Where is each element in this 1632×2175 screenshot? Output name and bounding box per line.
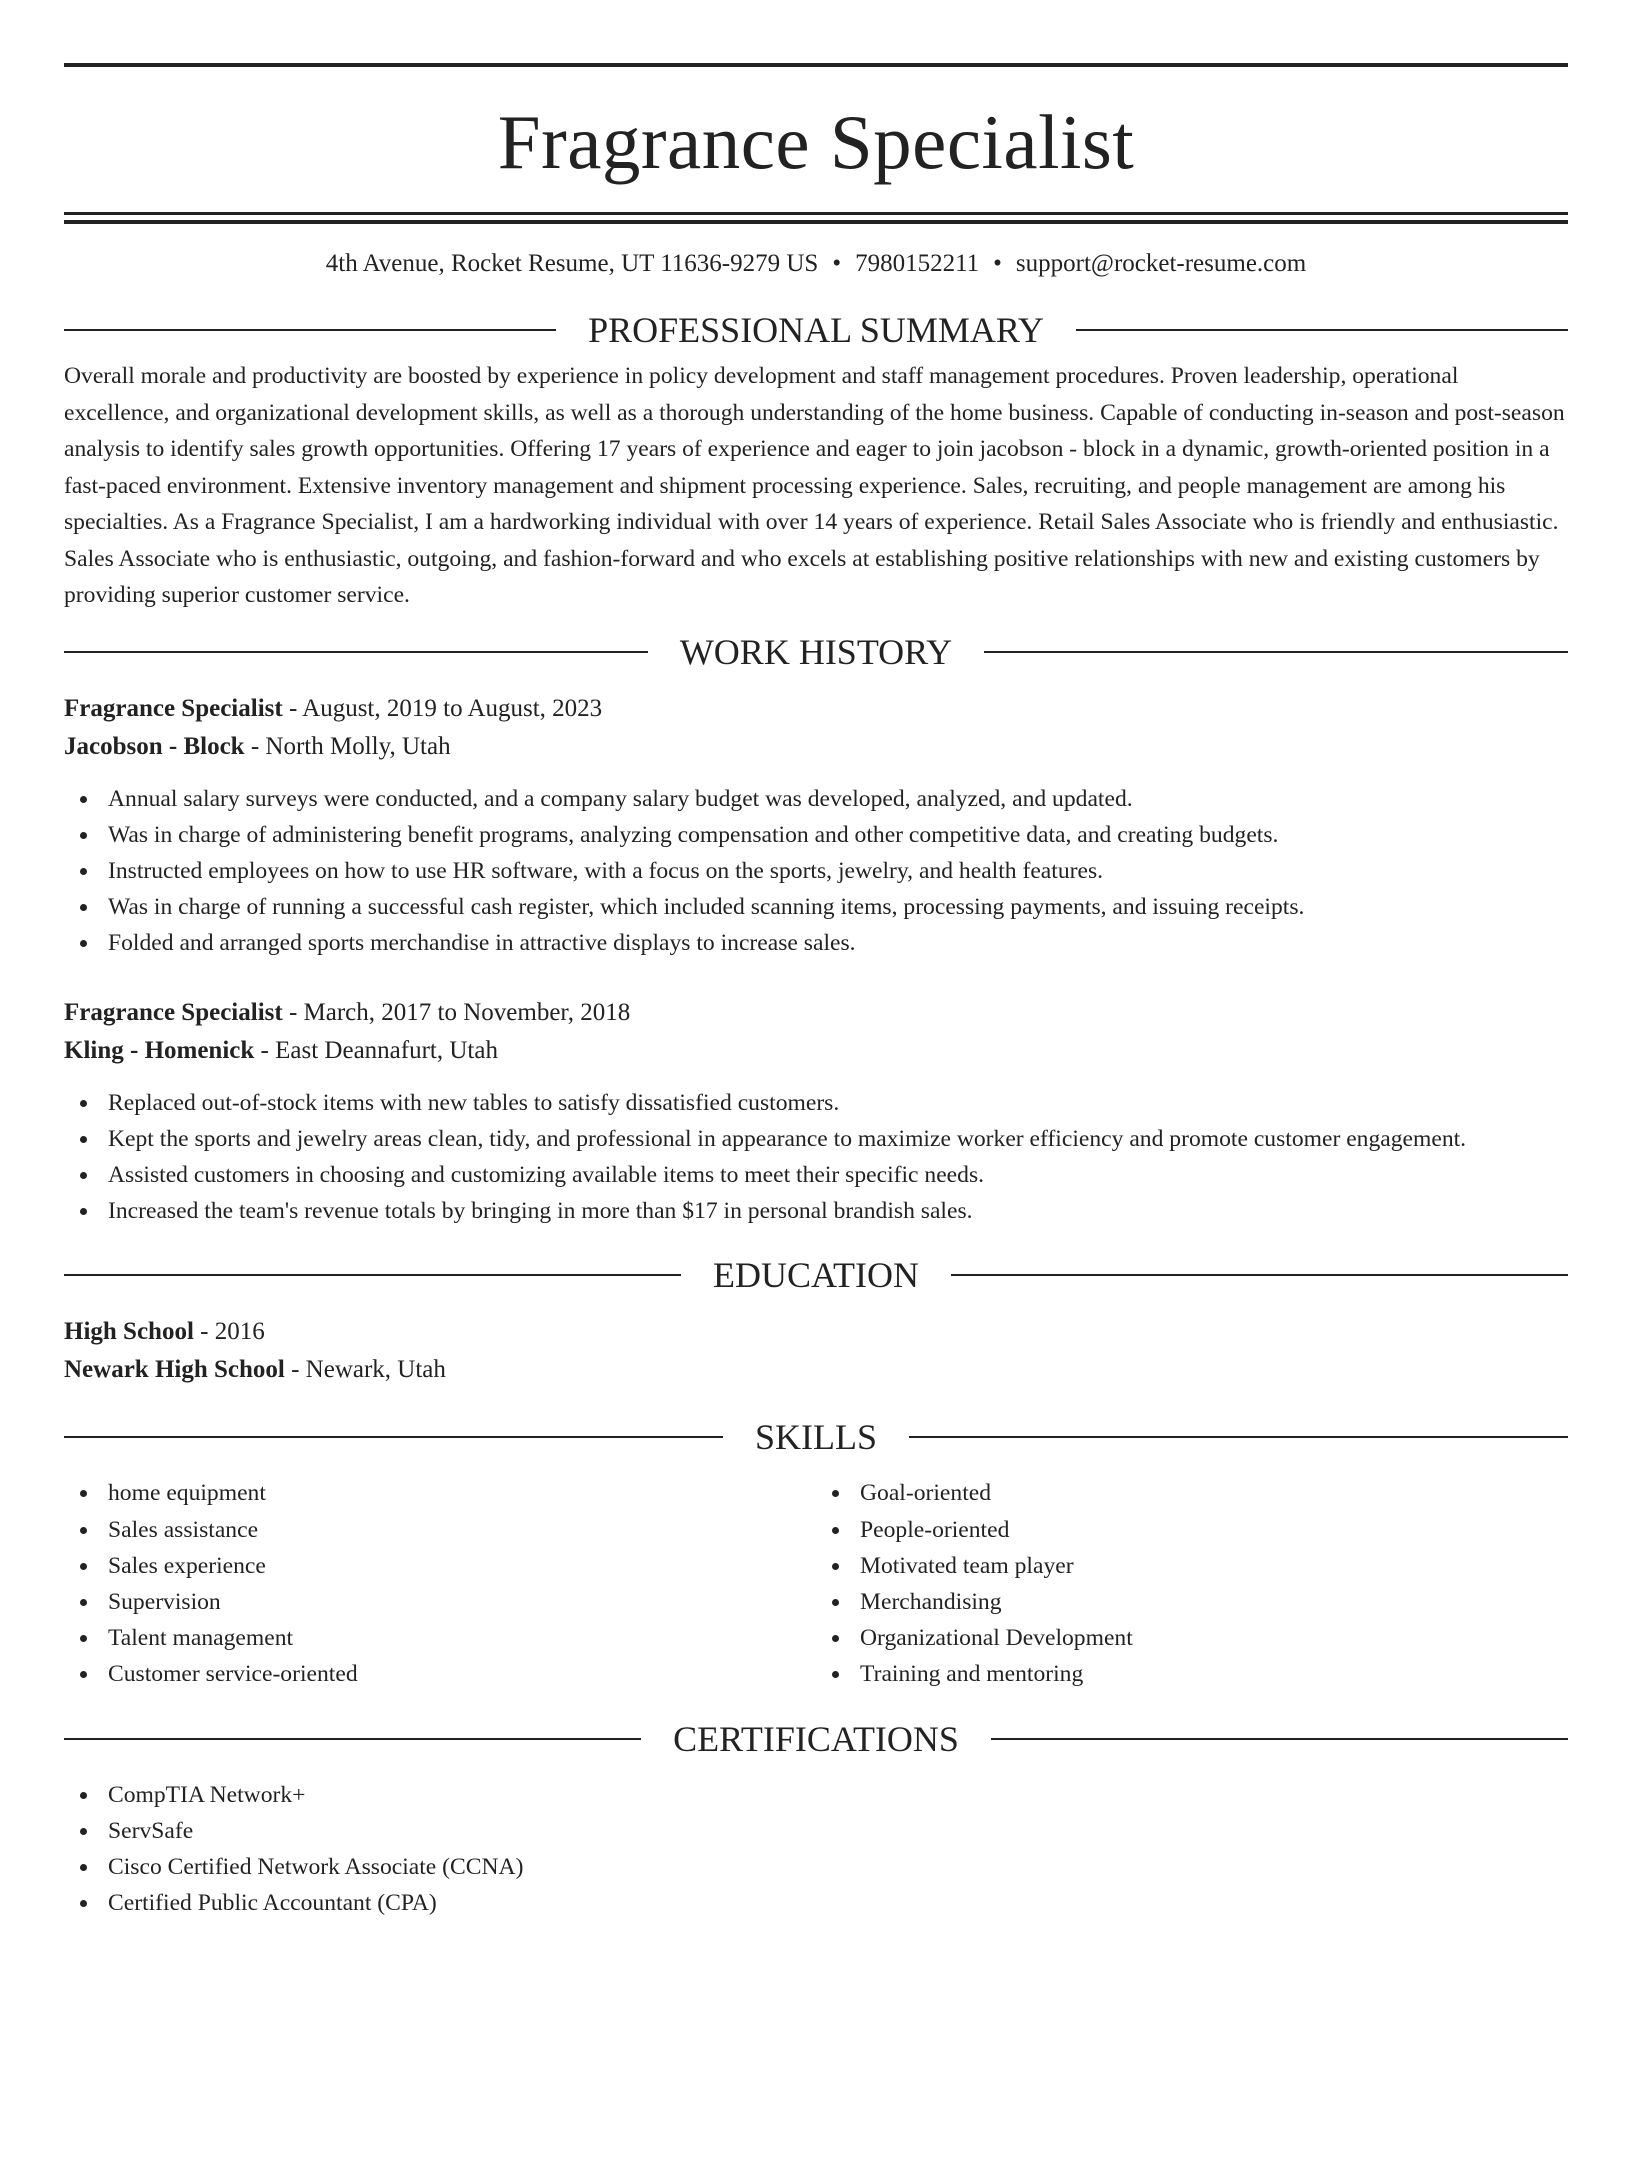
education-location: - Newark, Utah	[284, 1356, 446, 1384]
contact-separator: •	[993, 250, 1002, 277]
contact-line	[64, 248, 1568, 280]
summary-text: Overall morale and productivity are boosted by experience in policy development and staff management procedures. Proven leadership, operational excellence, and organizational development skills, as well as a thorough understanding of the home business. Capable of conducting in-season and post-season analysis to identify sales growth opportunities. Offering 17 years of experience and eager to join jacobson - block in a dynamic, growth-oriented position in a fast-paced environment. Extensive inventory management and shipment processing experience. Sales, recruiting, and people management are among his specialties. As a Fragrance Specialist, I am a hardworking individual with over 14 years of experience. Retail Sales Associate who is friendly and enthusiastic. Sales Associate who is enthusiastic, outgoing, and fashion-forward and who excels at establishing positive relationships with new and existing customers by providing superior customer service.	[64, 363, 1565, 608]
certification-item: CompTIA Network+	[64, 1777, 1568, 1813]
heading-rule-left	[64, 1274, 681, 1276]
contact-phone: 7980152211	[855, 250, 980, 277]
certification-item: Cisco Certified Network Associate (CCNA)	[64, 1849, 1568, 1885]
skill-item: Sales experience	[64, 1548, 816, 1584]
job-dates: - March, 2017 to November, 2018	[282, 998, 631, 1026]
skills-list-right	[816, 1475, 1568, 1692]
skill-item: Training and mentoring	[816, 1656, 1568, 1692]
education-school-line	[64, 1351, 1568, 1389]
contact-separator: •	[832, 250, 842, 277]
list-item: Instructed employees on how to use HR software, with a focus on the sports, jewelry, and health features.	[64, 853, 1568, 889]
job-title: Fragrance Specialist	[64, 998, 283, 1026]
candidate-name: Fragrance Specialist	[497, 99, 1135, 185]
contact-address: 4th Avenue, Rocket Resume, UT 11636-9279 US	[325, 250, 819, 277]
skill-item: People-oriented	[816, 1512, 1568, 1548]
section-heading-certifications	[64, 1717, 1568, 1761]
skill-item: Supervision	[64, 1584, 816, 1620]
list-item: Increased the team's revenue totals by bringing in more than $17 in personal brandish sales.	[64, 1193, 1568, 1229]
education-degree: High School	[64, 1318, 194, 1346]
heading-rule-left	[64, 1738, 641, 1740]
certifications-list	[64, 1777, 1568, 1922]
job-company: Kling - Homenick	[64, 1036, 255, 1064]
job-entry	[64, 690, 1568, 962]
list-item: Was in charge of running a successful cash register, which included scanning items, processing payments, and issuing receipts.	[64, 889, 1568, 925]
certification-item: ServSafe	[64, 1813, 1568, 1849]
job-location: - East Deannafurt, Utah	[254, 1036, 498, 1064]
contact-email: support@rocket-resume.com	[1015, 250, 1307, 277]
section-title: SKILLS	[755, 1417, 878, 1458]
skill-item: Customer service-oriented	[64, 1656, 816, 1692]
list-item: Kept the sports and jewelry areas clean, tidy, and professional in appearance to maximize worker efficiency and promote customer engagement.	[64, 1121, 1568, 1157]
job-company-line	[64, 1032, 1568, 1070]
section-heading-work-history	[64, 630, 1568, 674]
job-company-line	[64, 728, 1568, 766]
job-entry	[64, 994, 1568, 1230]
skills-list-left	[64, 1475, 816, 1692]
skill-item: Goal-oriented	[816, 1475, 1568, 1511]
resume-page	[0, 63, 1632, 2175]
heading-rule-left	[64, 329, 556, 331]
section-heading-education	[64, 1253, 1568, 1297]
heading-rule-right	[909, 1436, 1568, 1438]
job-title: Fragrance Specialist	[64, 694, 283, 722]
heading-rule-right	[984, 651, 1568, 653]
list-item: Folded and arranged sports merchandise in attractive displays to increase sales.	[64, 925, 1568, 961]
skill-item: Motivated team player	[816, 1548, 1568, 1584]
job-bullets	[64, 1085, 1568, 1230]
skill-item: Organizational Development	[816, 1620, 1568, 1656]
list-item: Annual salary surveys were conducted, and a company salary budget was developed, analyzed, and updated.	[64, 781, 1568, 817]
job-dates: - August, 2019 to August, 2023	[282, 694, 603, 722]
skill-item: Merchandising	[816, 1584, 1568, 1620]
job-company: Jacobson - Block	[64, 732, 245, 760]
top-rule	[64, 63, 1568, 67]
section-title: EDUCATION	[713, 1255, 919, 1296]
section-heading-skills	[64, 1415, 1568, 1459]
job-location: - North Molly, Utah	[244, 732, 451, 760]
education-year: - 2016	[193, 1318, 265, 1346]
section-title: CERTIFICATIONS	[673, 1718, 959, 1759]
section-title: PROFESSIONAL SUMMARY	[588, 310, 1044, 350]
skill-item: Sales assistance	[64, 1512, 816, 1548]
skill-item: home equipment	[64, 1475, 816, 1511]
education-entry	[64, 1313, 1568, 1389]
job-title-line	[64, 690, 1568, 728]
skills-grid	[64, 1475, 1568, 1692]
heading-rule-left	[64, 651, 648, 653]
heading-rule-right	[991, 1738, 1568, 1740]
education-degree-line	[64, 1313, 1568, 1351]
heading-rule-right	[951, 1274, 1568, 1276]
heading-rule-left	[64, 1436, 723, 1438]
education-school: Newark High School	[64, 1356, 285, 1384]
heading-rule-right	[1076, 329, 1568, 331]
list-item: Was in charge of administering benefit programs, analyzing compensation and other competitive data, and creating budgets.	[64, 817, 1568, 853]
skill-item: Talent management	[64, 1620, 816, 1656]
job-title-line	[64, 994, 1568, 1032]
section-title: WORK HISTORY	[679, 631, 953, 672]
list-item: Replaced out-of-stock items with new tables to satisfy dissatisfied customers.	[64, 1085, 1568, 1121]
section-heading-summary	[64, 308, 1568, 352]
certification-item: Certified Public Accountant (CPA)	[64, 1885, 1568, 1921]
job-bullets	[64, 781, 1568, 962]
list-item: Assisted customers in choosing and customizing available items to meet their specific needs.	[64, 1157, 1568, 1193]
header-double-rule	[64, 212, 1568, 224]
